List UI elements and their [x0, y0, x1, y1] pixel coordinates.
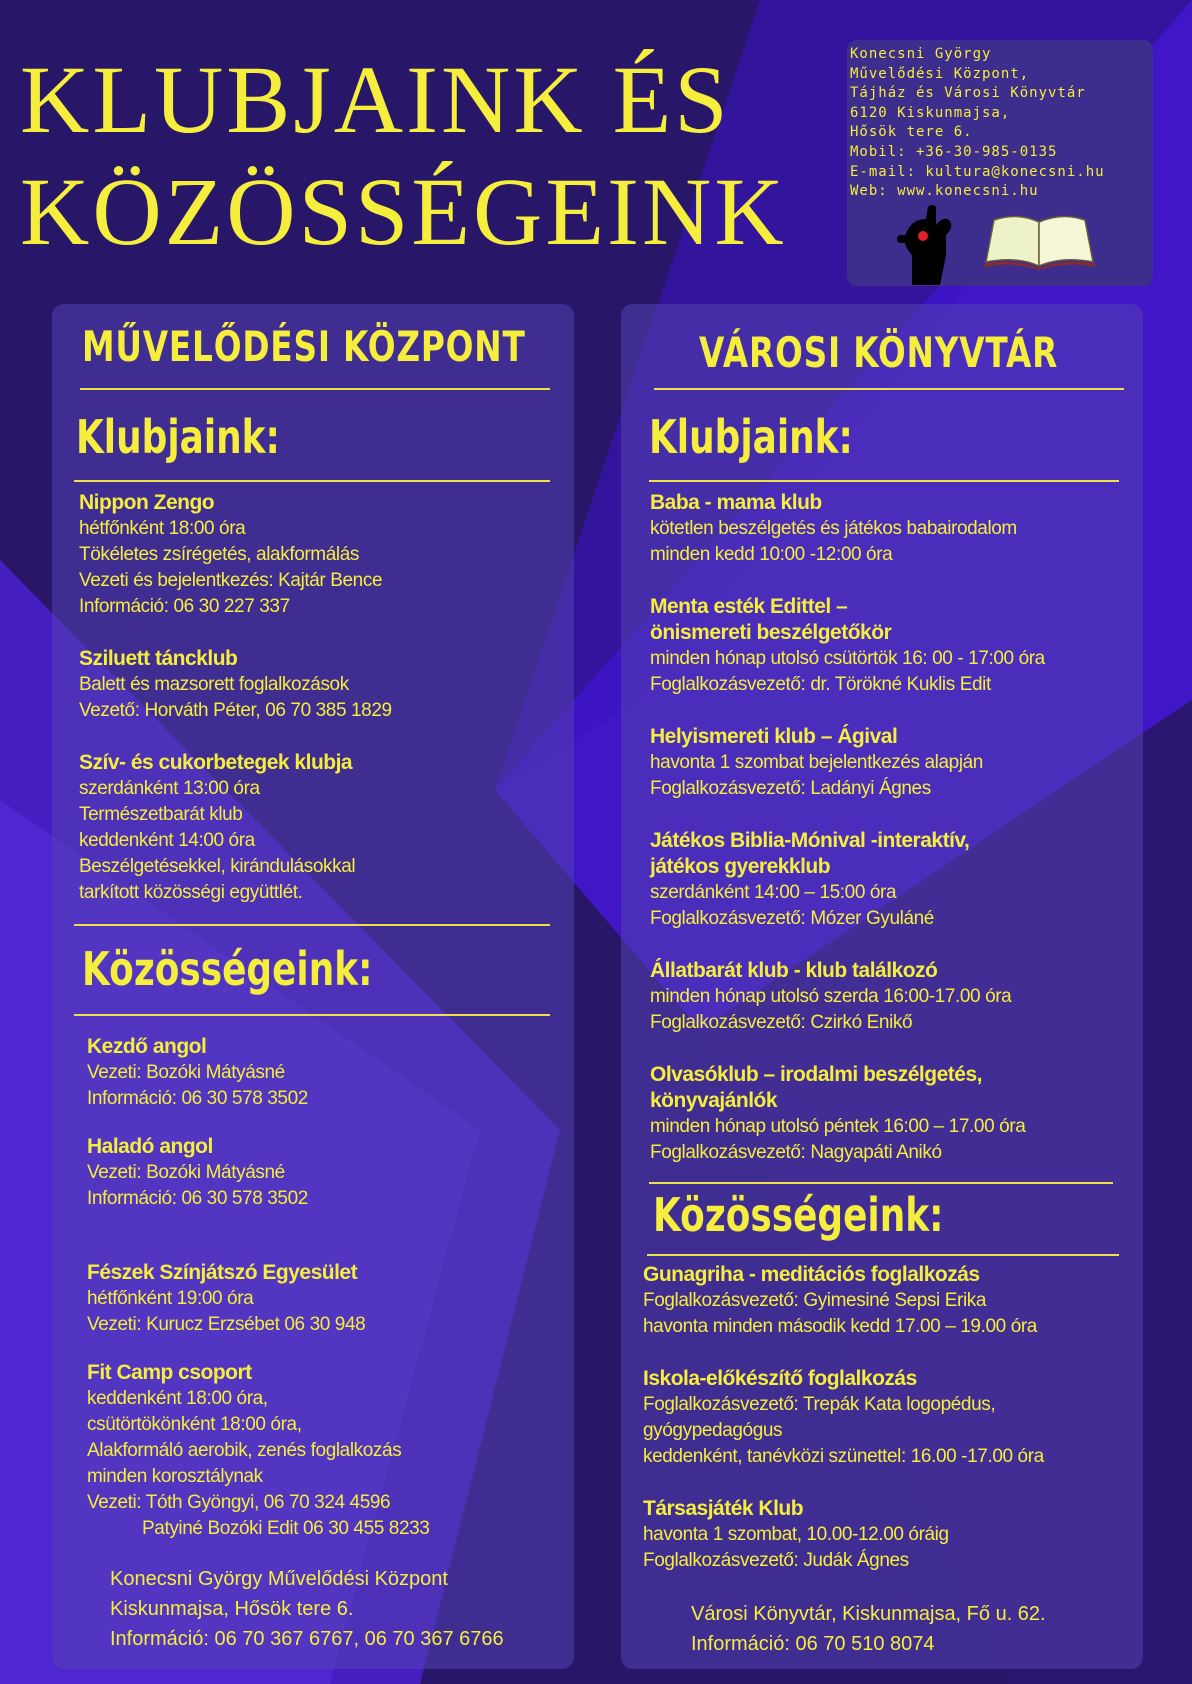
- list-item: [643, 1496, 949, 1574]
- club-detail: hétfőnként 18:00 óra: [79, 518, 246, 539]
- club-detail: havonta 1 szombat bejelentkezés alapján: [650, 752, 983, 773]
- club-name: Szív- és cukorbetegek klubja: [79, 751, 353, 774]
- contact-line: Hősök tere 6.: [850, 124, 973, 141]
- club-detail: minden hónap utolsó szerda 16:00-17.00 óra: [650, 986, 1012, 1007]
- club-name: Baba - mama klub: [650, 491, 822, 514]
- divider: [74, 924, 550, 926]
- page-title: [20, 44, 850, 268]
- club-detail: Foglalkozásvezető: Czirkó Enikő: [650, 1012, 913, 1033]
- community-detail: Vezeti: Kurucz Erzsébet 06 30 948: [87, 1314, 366, 1335]
- community-name: Haladó angol: [87, 1135, 213, 1158]
- list-item: [87, 1360, 429, 1542]
- community-detail: Patyiné Bozóki Edit 06 30 455 8233: [142, 1518, 430, 1539]
- divider: [647, 1254, 1119, 1256]
- ok-hand-icon: [892, 205, 962, 285]
- community-detail: Alakformáló aerobik, zenés foglalkozás: [87, 1440, 402, 1461]
- club-detail: Foglalkozásvezető: Nagyapáti Anikó: [650, 1142, 942, 1163]
- clubs-heading: Klubjaink:: [76, 410, 280, 464]
- footer-line: Kiskunmajsa, Hősök tere 6.: [110, 1598, 354, 1620]
- club-detail: minden kedd 10:00 -12:00 óra: [650, 544, 893, 565]
- list-item: [650, 958, 1011, 1036]
- club-detail: Foglalkozásvezető: dr. Törökné Kuklis Edit: [650, 674, 991, 695]
- divider: [654, 388, 1124, 390]
- club-detail: szerdánként 13:00 óra: [79, 778, 260, 799]
- footer-line: Konecsni György Művelődési Központ: [110, 1568, 448, 1590]
- club-detail: Tökéletes zsírégetés, alakformálás: [79, 544, 359, 565]
- divider: [74, 1014, 550, 1016]
- community-detail: gyógypedagógus: [643, 1420, 783, 1441]
- community-detail: Információ: 06 30 578 3502: [87, 1088, 308, 1109]
- title-line-1: KLUBJAINK ÉS: [20, 46, 731, 153]
- club-name: Olvasóklub – irodalmi beszélgetés,: [650, 1063, 982, 1086]
- club-detail: minden hónap utolsó péntek 16:00 – 17.00 óra: [650, 1116, 1026, 1137]
- footer: [691, 1599, 1046, 1659]
- divider: [649, 1182, 1113, 1184]
- list-item: [643, 1366, 1044, 1470]
- divider: [80, 388, 550, 390]
- list-item: [79, 646, 392, 724]
- club-detail: Beszélgetésekkel, kirándulásokkal: [79, 856, 356, 877]
- club-detail: kötetlen beszélgetés és játékos babairodalom: [650, 518, 1017, 539]
- list-item: [650, 1062, 1025, 1166]
- club-detail: Természetbarát klub: [79, 804, 243, 825]
- list-item: [650, 490, 1017, 568]
- list-item: [87, 1134, 308, 1212]
- community-name: Fit Camp csoport: [87, 1361, 252, 1384]
- community-name: Társasjáték Klub: [643, 1497, 804, 1520]
- club-name: Játékos Biblia-Mónival -interaktív,: [650, 829, 970, 852]
- club-name: önismereti beszélgetőkör: [650, 621, 892, 644]
- list-item: [643, 1262, 1037, 1340]
- club-detail: szerdánként 14:00 – 15:00 óra: [650, 882, 897, 903]
- footer-line: Információ: 06 70 367 6767, 06 70 367 6766: [110, 1628, 504, 1650]
- club-detail: minden hónap utolsó csütörtök 16: 00 - 17:00 óra: [650, 648, 1045, 669]
- list-item: [650, 724, 983, 802]
- open-book-icon: [982, 210, 1097, 270]
- contact-web[interactable]: Web: www.konecsni.hu: [850, 183, 1039, 200]
- contact-email[interactable]: E-mail: kultura@konecsni.hu: [850, 163, 1105, 180]
- community-detail: Vezeti: Tóth Gyöngyi, 06 70 324 4596: [87, 1492, 391, 1513]
- community-detail: havonta 1 szombat, 10.00-12.00 óráig: [643, 1524, 949, 1545]
- club-name: Nippon Zengo: [79, 491, 215, 514]
- list-item: [87, 1260, 365, 1338]
- club-detail: Foglalkozásvezető: Ladányi Ágnes: [650, 778, 931, 799]
- list-item: [650, 828, 969, 932]
- community-detail: hétfőnként 19:00 óra: [87, 1288, 254, 1309]
- community-detail: keddenként, tanévközi szünettel: 16.00 -17.00 óra: [643, 1446, 1044, 1467]
- footer-line: Információ: 06 70 510 8074: [691, 1633, 935, 1655]
- contact-lines: [850, 45, 1150, 202]
- community-name: Iskola-előkészítő foglalkozás: [643, 1367, 917, 1390]
- club-detail: tarkított közösségi együttlét.: [79, 882, 303, 903]
- community-name: Kezdő angol: [87, 1035, 207, 1058]
- club-detail: Információ: 06 30 227 337: [79, 596, 290, 617]
- community-detail: csütörtökönként 18:00 óra,: [87, 1414, 302, 1435]
- club-name: Állatbarát klub - klub találkozó: [650, 959, 938, 982]
- clubs-heading: Klubjaink:: [649, 410, 853, 464]
- list-item: [79, 750, 355, 906]
- list-item: [87, 1034, 308, 1112]
- contact-box: [847, 40, 1153, 286]
- community-detail: Információ: 06 30 578 3502: [87, 1188, 308, 1209]
- club-detail: Vezeti és bejelentkezés: Kajtár Bence: [79, 570, 383, 591]
- club-name: játékos gyerekklub: [650, 855, 831, 878]
- list-item: [650, 594, 1045, 698]
- contact-line: 6120 Kiskunmajsa,: [850, 104, 1011, 121]
- communities-heading: Közösségeink:: [653, 1188, 944, 1242]
- contact-line: Művelődési Központ,: [850, 65, 1030, 82]
- title-line-2: KÖZÖSSÉGEINK: [20, 158, 787, 265]
- contact-line: Konecsni György: [850, 46, 992, 62]
- club-name: Helyismereti klub – Ágival: [650, 725, 898, 748]
- city-library-panel: [621, 304, 1143, 1669]
- community-detail: minden korosztálynak: [87, 1466, 263, 1487]
- club-name: Menta esték Edittel –: [650, 595, 848, 618]
- club-name: Sziluett táncklub: [79, 647, 238, 670]
- community-detail: Foglalkozásvezető: Judák Ágnes: [643, 1550, 909, 1571]
- community-name: Fészek Színjátszó Egyesület: [87, 1261, 358, 1284]
- community-detail: Vezeti: Bozóki Mátyásné: [87, 1062, 285, 1083]
- cultural-center-panel: [52, 304, 574, 1669]
- community-detail: Vezeti: Bozóki Mátyásné: [87, 1162, 285, 1183]
- panel-heading: VÁROSI KÖNYVTÁR: [699, 328, 1059, 377]
- contact-line: Tájház és Városi Könyvtár: [850, 85, 1086, 102]
- community-detail: Foglalkozásvezető: Trepák Kata logopédus,: [643, 1394, 996, 1415]
- community-detail: Foglalkozásvezető: Gyimesiné Sepsi Erika: [643, 1290, 987, 1311]
- club-name: könyvajánlók: [650, 1089, 778, 1112]
- club-detail: Foglalkozásvezető: Mózer Gyuláné: [650, 908, 934, 929]
- contact-phone: Mobil: +36-30-985-0135: [850, 143, 1058, 160]
- footer: [110, 1564, 504, 1654]
- community-detail: havonta minden második kedd 17.00 – 19.00 óra: [643, 1316, 1037, 1337]
- divider: [649, 480, 1119, 482]
- list-item: [79, 490, 382, 620]
- club-detail: keddenként 14:00 óra: [79, 830, 255, 851]
- footer-line: Városi Könyvtár, Kiskunmajsa, Fő u. 62.: [691, 1603, 1046, 1625]
- communities-heading: Közösségeink:: [82, 942, 373, 996]
- club-detail: Vezető: Horváth Péter, 06 70 385 1829: [79, 700, 392, 721]
- community-detail: keddenként 18:00 óra,: [87, 1388, 268, 1409]
- community-name: Gunagriha - meditációs foglalkozás: [643, 1263, 980, 1286]
- divider: [74, 480, 550, 482]
- club-detail: Balett és mazsorett foglalkozások: [79, 674, 349, 695]
- panel-heading: MŰVELŐDÉSI KÖZPONT: [82, 322, 526, 371]
